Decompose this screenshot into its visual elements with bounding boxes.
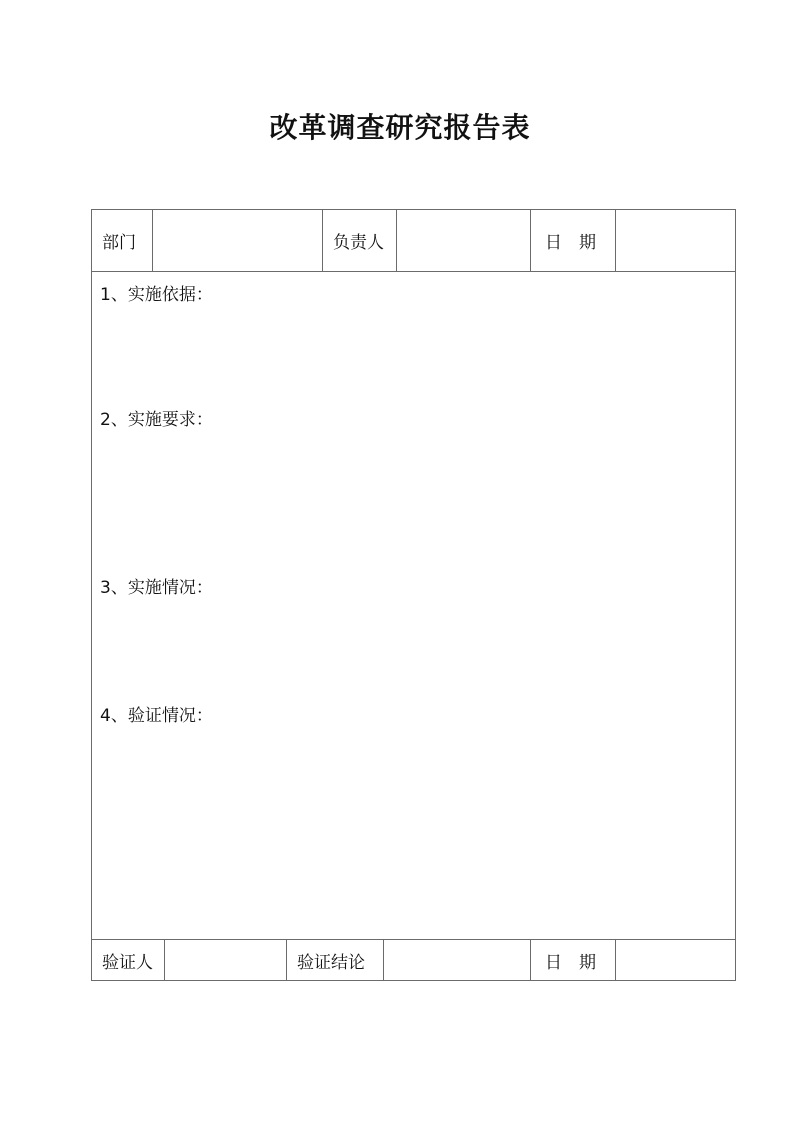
footer-date-label-cell: [531, 940, 616, 981]
section-verification: [100, 704, 213, 728]
verifier-label: 验证人: [102, 953, 153, 973]
conclusion-label-cell: [287, 940, 384, 981]
section-implementation-label: 3、实施情况：: [100, 578, 213, 598]
verifier-label-cell: [92, 940, 165, 981]
department-label-cell: [92, 210, 153, 271]
date-field[interactable]: [616, 210, 735, 271]
section-basis-label: 1、实施依据：: [100, 285, 213, 305]
department-label: 部门: [102, 233, 136, 253]
footer-row: [92, 939, 735, 981]
section-basis: [100, 283, 213, 307]
verifier-field[interactable]: [165, 940, 287, 981]
responsible-field[interactable]: [397, 210, 531, 271]
page-title: 改革调查研究报告表: [269, 111, 531, 144]
section-requirements: [100, 408, 213, 432]
responsible-label-cell: [323, 210, 397, 271]
section-verification-label: 4、验证情况：: [100, 706, 213, 726]
date-label-cell: [531, 210, 616, 271]
report-body[interactable]: [92, 272, 735, 939]
section-implementation: [100, 576, 213, 600]
report-form: [91, 209, 736, 981]
date-label: 日 期: [545, 233, 596, 253]
conclusion-label: 验证结论: [297, 953, 365, 973]
responsible-label: 负责人: [333, 233, 384, 253]
footer-date-label: 日 期: [545, 953, 596, 973]
footer-date-field[interactable]: [616, 940, 735, 981]
department-field[interactable]: [153, 210, 323, 271]
conclusion-field[interactable]: [384, 940, 531, 981]
section-requirements-label: 2、实施要求：: [100, 410, 213, 430]
header-row: [92, 210, 735, 272]
